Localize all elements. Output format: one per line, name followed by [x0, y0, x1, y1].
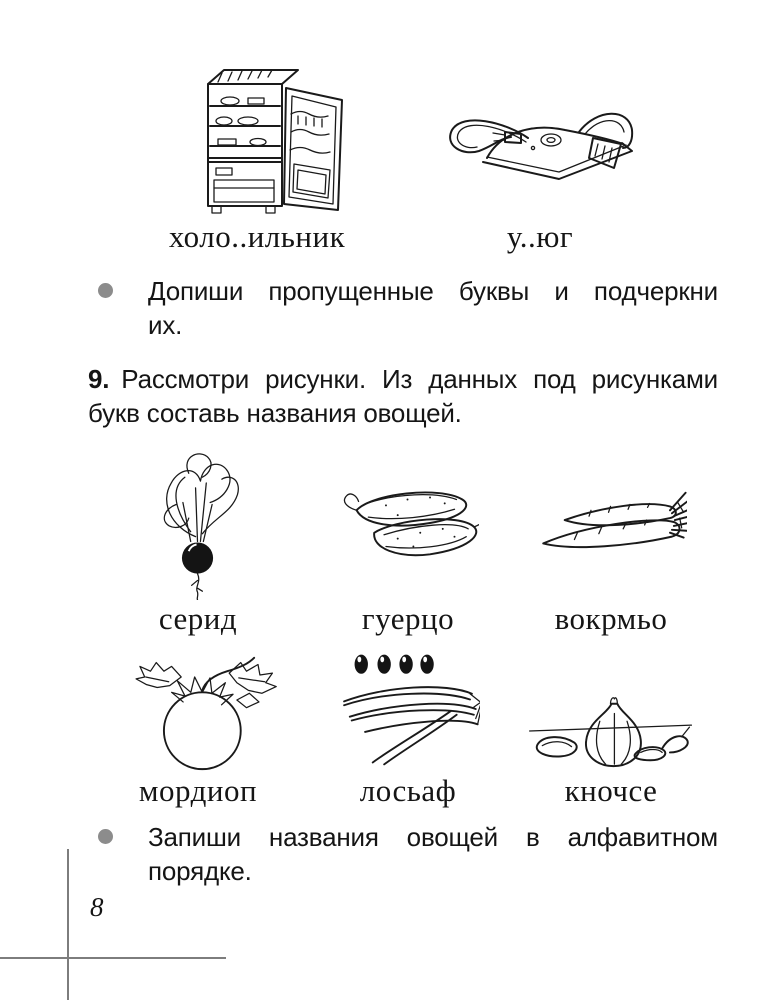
veg-card-tomato	[98, 648, 298, 808]
tomato-icon	[98, 648, 298, 772]
refrigerator-icon	[148, 56, 366, 220]
task-instruction-1-text: Допиши пропущенные буквы и подчеркни их.	[148, 276, 718, 340]
task-exercise-9	[88, 362, 718, 430]
garlic-icon	[511, 648, 711, 772]
veg-card-beans	[308, 648, 508, 808]
scrambled-word-tomato: мордиоп	[138, 773, 258, 808]
task-exercise-9-text: 9. Рассмотри рисунки. Из данных под рисунками букв составь названия овощей.	[88, 364, 718, 428]
scrambled-word-cucumber: гуерцо	[361, 601, 455, 636]
bullet-icon	[98, 829, 113, 844]
scrambled-word-beans: лосьаф	[359, 773, 457, 808]
scrambled-word-radish: серид	[158, 601, 238, 636]
page-number: 8	[90, 892, 104, 922]
task-instruction-2	[88, 820, 718, 888]
figure-iron	[420, 56, 660, 254]
task-instruction-2-text: Запиши названия овощей в алфавитном порядке.	[148, 822, 718, 886]
task-instruction-1	[88, 274, 718, 342]
veg-card-carrots	[511, 444, 711, 636]
beans-icon	[308, 648, 508, 772]
crop-mark-vertical	[67, 849, 69, 1000]
veg-card-radish	[98, 444, 298, 636]
bullet-icon	[98, 283, 113, 298]
veg-card-garlic	[511, 648, 711, 808]
word-with-gap-iron: у..юг	[506, 219, 574, 254]
crop-mark-horizontal	[0, 957, 226, 959]
figure-refrigerator	[148, 56, 366, 254]
word-with-gap-refrigerator: холо..ильник	[168, 219, 346, 254]
scrambled-word-carrot: вокрмьо	[554, 601, 668, 636]
scrambled-word-garlic: кночсе	[564, 773, 658, 808]
iron-icon	[420, 56, 660, 220]
radish-icon	[98, 444, 298, 600]
exercise-number: 9.	[88, 364, 110, 394]
cucumbers-icon	[308, 444, 508, 600]
carrots-icon	[511, 444, 711, 600]
veg-card-cucumbers	[308, 444, 508, 636]
